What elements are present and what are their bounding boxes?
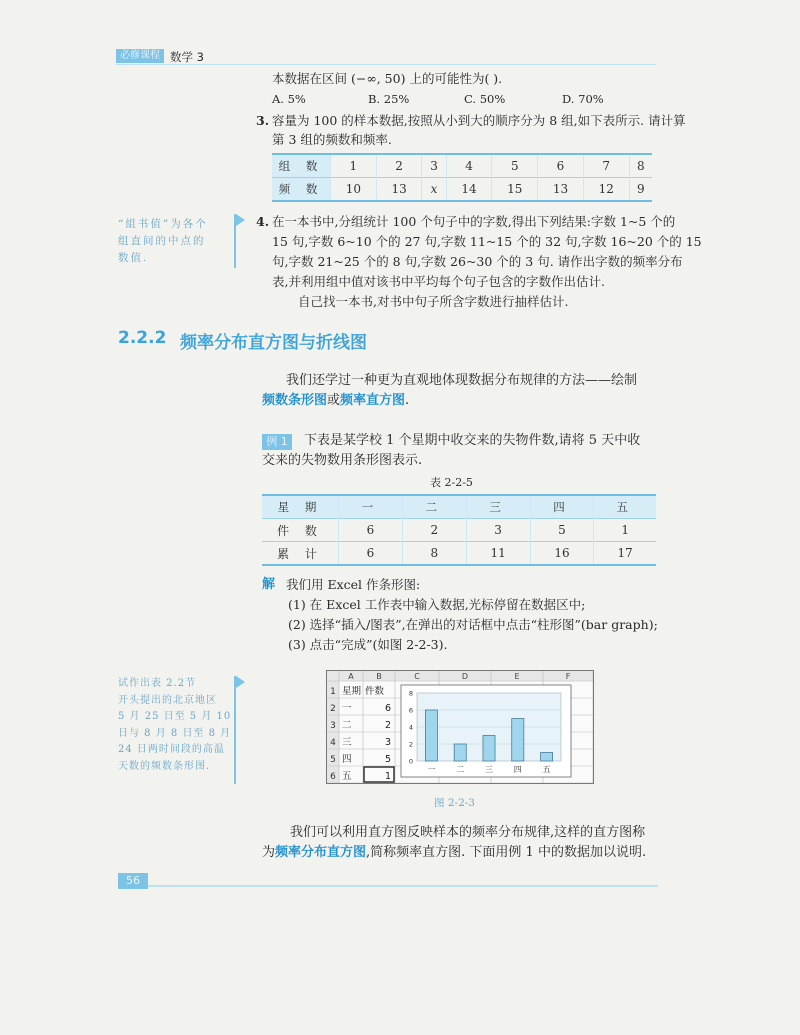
example-line2: 交来的失物数用条形图表示. (262, 453, 423, 468)
table-cell: 9 (629, 178, 652, 202)
table-cell: 3 (466, 519, 530, 542)
table-cell: 7 (583, 154, 629, 178)
table-cell: 1 (594, 519, 656, 542)
table-cell: 8 (402, 542, 466, 566)
table-cell: 4 (446, 154, 492, 178)
note-line: 天数的频数条形图. (118, 760, 211, 772)
col-header-label: F (565, 672, 571, 681)
row-number-label: 4 (330, 738, 336, 748)
table-cell: 6 (339, 542, 403, 566)
cell-a-value: 五 (342, 771, 352, 782)
table-header-cell: 一 (339, 495, 403, 519)
cell-b-value: 6 (384, 703, 391, 714)
note-line: 24 日两时间段的高温 (118, 744, 225, 755)
table-cell: 累 计 (262, 542, 339, 566)
note-line: 5 月 25 日至 5 月 10 (118, 711, 232, 722)
table-header-row (262, 495, 656, 519)
excel-figure (326, 670, 594, 784)
margin-note-2 (118, 676, 231, 775)
table-header-cell: 二 (402, 495, 466, 519)
col-header-label: C (414, 672, 420, 681)
bar (454, 744, 466, 761)
table-header-cell: 五 (594, 495, 656, 519)
solution-label: 解 (262, 577, 276, 592)
note-line: 试作出表 2.2节 (118, 678, 197, 689)
row-number-label: 2 (330, 704, 336, 714)
table-header-cell: 星 期 (262, 495, 339, 519)
y-tick-label: 4 (408, 723, 413, 732)
flag-icon (236, 214, 245, 226)
q4-line4: 表,并利用组中值对该书中平均每个句子包含的字数作出估计. (272, 274, 605, 289)
table-cell: 3 (422, 154, 446, 178)
option-c: C. 50% (464, 92, 506, 106)
y-tick-label: 2 (408, 740, 413, 749)
header-tab: 必修课程 (116, 49, 164, 63)
bar (512, 719, 524, 762)
note-line: 组直间的中点的 (118, 235, 206, 247)
table-cell: 频 数 (272, 178, 331, 202)
q3-table-row-groups (272, 154, 652, 178)
q3-line1: 容量为 100 的样本数据,按照从小到大的顺序分为 8 组,如下表所示. 请计算 (272, 113, 686, 128)
cell-a-value: 四 (342, 754, 352, 765)
example-line1: 下表是某学校 1 个星期中收交来的失物件数,请将 5 天中收 (304, 433, 641, 448)
embedded-bar-chart (401, 685, 571, 777)
col-header-label: D (461, 672, 469, 681)
table-cell: 2 (376, 154, 422, 178)
table-header-cell: 四 (530, 495, 594, 519)
closing-end: ,简称频率直方图. 下面用例 1 中的数据加以说明. (366, 845, 647, 860)
table-cell: 5 (492, 154, 538, 178)
table-cell: 组 数 (272, 154, 331, 178)
table-cell: 17 (594, 542, 656, 566)
q3-table (272, 153, 652, 202)
table-cell: 5 (530, 519, 594, 542)
table-cell: 12 (583, 178, 629, 202)
bar (425, 710, 437, 761)
solution-step: (1) 在 Excel 工作表中输入数据,光标停留在数据区中; (288, 597, 586, 612)
table-cell: 14 (446, 178, 492, 202)
intro-line1: 我们还学过一种更为直观地体现数据分布规律的方法——绘制 (286, 373, 638, 388)
header-rule (116, 64, 656, 65)
term-histogram: 频率直方图 (340, 393, 406, 408)
option-b: B. 25% (368, 92, 410, 106)
note-bar (234, 676, 236, 784)
cell-b-value: 2 (384, 720, 391, 731)
q3-number: 3. (256, 113, 270, 128)
table-cell: 8 (629, 154, 652, 178)
solution-step: (2) 选择“插入/图表”,在弹出的对话框中点击“柱形图”(bar graph); (288, 617, 658, 632)
table-cell: 6 (339, 519, 403, 542)
table-cell: 13 (376, 178, 422, 202)
option-a: A. 5% (272, 92, 306, 106)
note-line: 开头提出的北京地区 (118, 694, 217, 706)
table-cell: 10 (331, 178, 377, 202)
section-title: 频率分布直方图与折线图 (180, 333, 367, 353)
bar (483, 736, 495, 762)
q3-line2: 第 3 组的频数和频率. (272, 132, 392, 147)
table-cell: 件 数 (262, 519, 339, 542)
q3-table-row-freq (272, 178, 652, 202)
closing-pre: 为 (262, 845, 276, 860)
figure-caption: 图 2-2-3 (434, 797, 475, 809)
col-header-label: A (348, 672, 354, 681)
cell-b-value: 1 (384, 771, 391, 782)
intro-end: . (405, 393, 410, 408)
cell-a-value: 三 (342, 737, 352, 748)
table-cell: 15 (492, 178, 538, 202)
table-cell: x (422, 178, 446, 202)
q4-line3: 句,字数 21~25 个的 8 句,字数 26~30 个的 3 句. 请作出字数的频率分布 (272, 254, 683, 269)
q4-line1: 在一本书中,分组统计 100 个句子中的字数,得出下列结果:字数 1~5 个的 (272, 214, 676, 229)
page-number: 56 (118, 873, 148, 889)
intro-connector: 或 (327, 393, 341, 408)
intro-line2 (262, 392, 409, 410)
x-tick-label: 四 (513, 765, 522, 774)
table-header-cell: 三 (466, 495, 530, 519)
cell-b-value: 3 (384, 737, 391, 748)
note-bar (234, 214, 236, 268)
term-freq-histogram: 频率分布直方图 (275, 845, 367, 860)
x-tick-label: 五 (542, 765, 551, 774)
closing-line2 (262, 844, 646, 862)
row-number-label: 3 (330, 721, 336, 731)
q4-line5: 自己找一本书,对书中句子所含字数进行抽样估计. (298, 294, 569, 309)
example-tab: 例 1 (262, 434, 292, 450)
table-cell: 2 (402, 519, 466, 542)
q4-number: 4. (256, 214, 270, 229)
cell-a-value: 星期 (342, 686, 362, 697)
excel-sheet (327, 671, 593, 783)
closing-line1: 我们可以利用直方图反映样本的频率分布规律,这样的直方图称 (290, 825, 646, 840)
solution-step: (3) 点击“完成”(如图 2-2-3). (288, 637, 448, 652)
cell-b-value: 5 (384, 754, 391, 765)
note-line: 日与 8 月 8 日至 8 月 (118, 727, 232, 739)
option-d: D. 70% (562, 92, 604, 106)
row-number-label: 6 (330, 772, 336, 782)
x-tick-label: 一 (427, 765, 436, 774)
x-tick-label: 二 (456, 765, 465, 774)
q4-line2: 15 句,字数 6~10 个的 27 句,字数 11~15 个的 32 句,字数 16~20 个的 15 (272, 234, 702, 249)
y-tick-label: 0 (408, 757, 413, 766)
term-bar-chart: 频数条形图 (262, 393, 328, 408)
table-cell: 13 (538, 178, 584, 202)
cell-b-value: 件数 (365, 686, 385, 697)
section-number: 2.2.2 (118, 328, 167, 348)
cell-a-value: 一 (342, 703, 352, 714)
col-header-label: B (376, 672, 382, 681)
footer-rule (148, 885, 658, 887)
flag-icon (236, 676, 245, 688)
col-header-bar (327, 671, 593, 681)
margin-note-1 (118, 216, 208, 267)
prev-question-line: 本数据在区间 (−∞, 50) 上的可能性为( ). (272, 71, 503, 86)
lost-items-table (262, 494, 656, 566)
x-tick-label: 三 (485, 765, 493, 774)
cell-a-value: 二 (342, 720, 352, 731)
row-number-label: 1 (330, 687, 336, 697)
note-line: “組书值”为各个 (118, 218, 208, 230)
table-cell: 1 (331, 154, 377, 178)
table-row (262, 542, 656, 566)
row-number-label: 5 (330, 755, 336, 765)
table-row (262, 519, 656, 542)
table-cell: 16 (530, 542, 594, 566)
bar (541, 753, 553, 762)
note-line: 数值. (118, 252, 149, 264)
table-caption: 表 2-2-5 (430, 476, 473, 489)
table-cell: 6 (538, 154, 584, 178)
table-cell: 11 (466, 542, 530, 566)
col-header-label: E (514, 672, 520, 681)
y-tick-label: 6 (408, 706, 413, 715)
y-tick-label: 8 (408, 689, 413, 698)
solution-line1: 我们用 Excel 作条形图: (286, 577, 421, 592)
header-title: 数学 3 (170, 50, 204, 64)
